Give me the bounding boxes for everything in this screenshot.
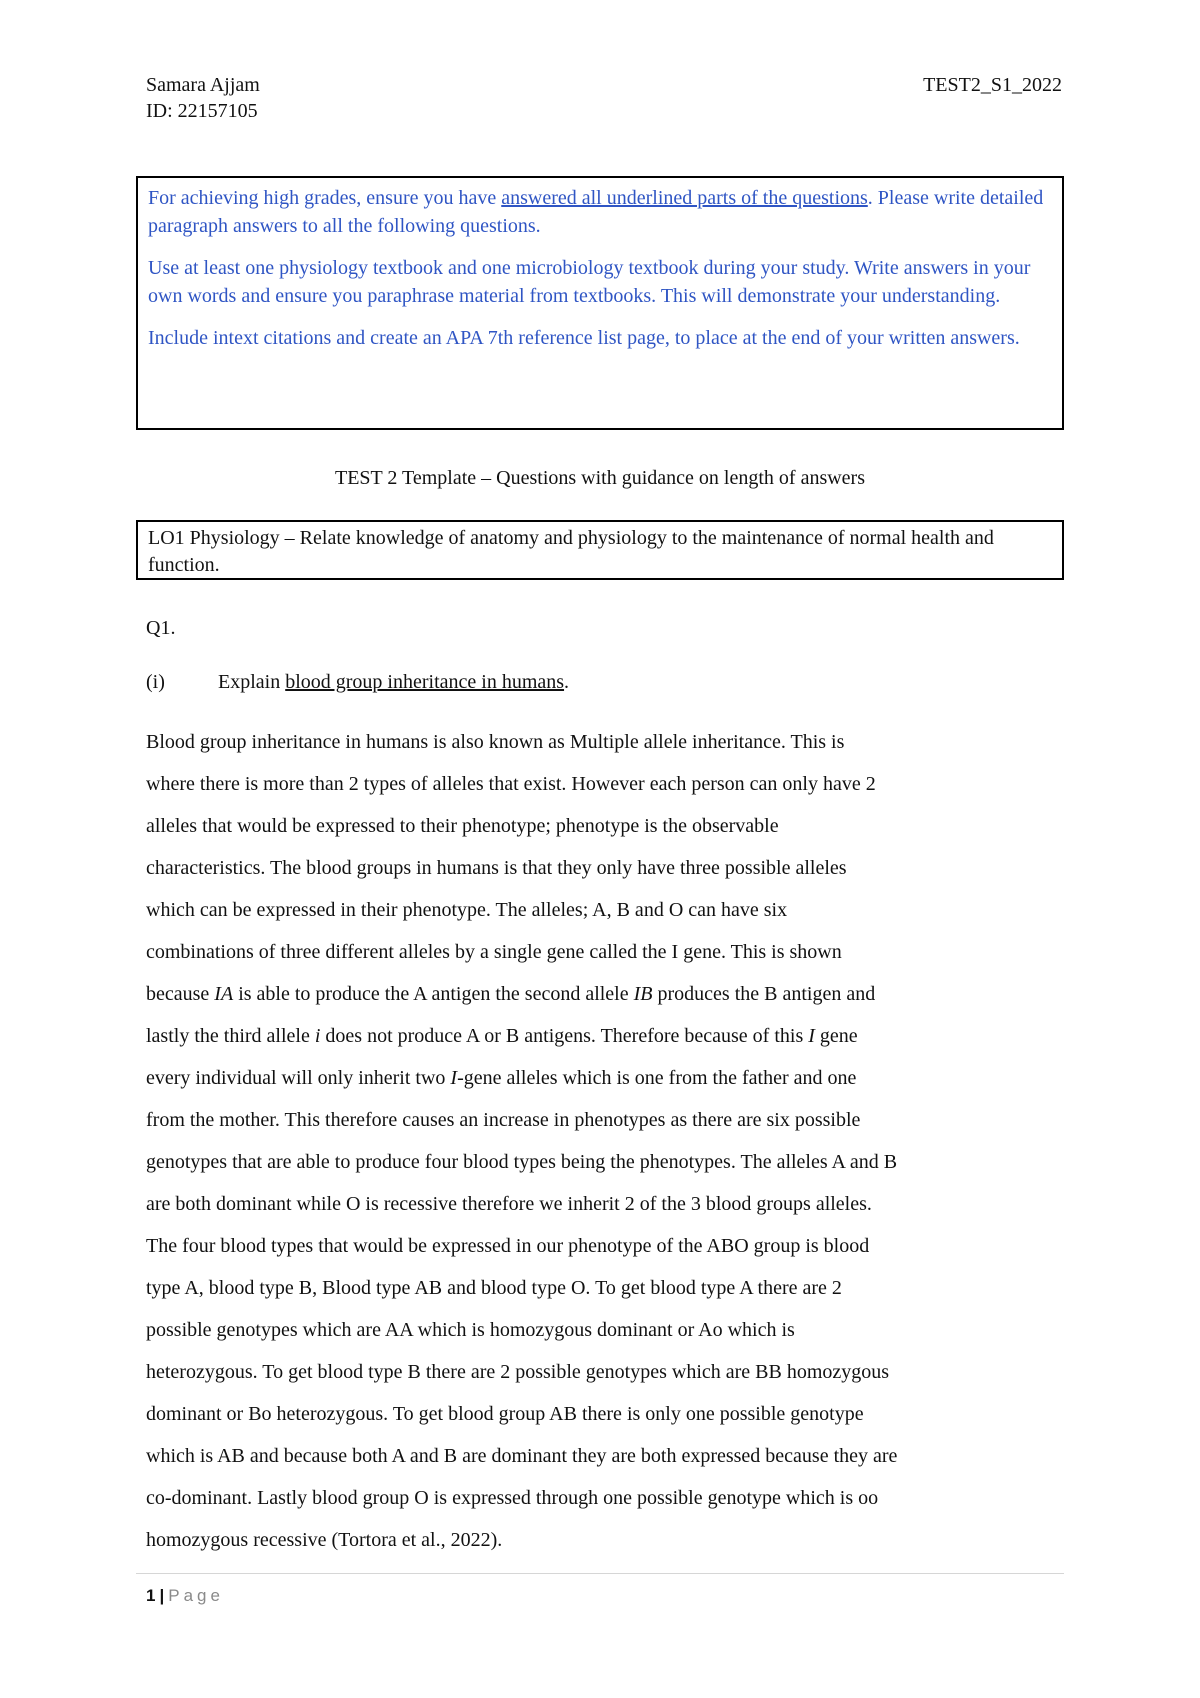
answer-paragraph	[146, 721, 1066, 1561]
allele-symbol: I	[450, 1067, 458, 1089]
page-number: 1	[146, 1586, 156, 1605]
answer-line: alleles that would be expressed to their phenotype; phenotype is the observable	[146, 815, 779, 837]
answer-line: from the mother. This therefore causes an increase in phenotypes as there are six possible	[146, 1109, 861, 1131]
answer-line: where there is more than 2 types of alleles that exist. However each person can only have 2	[146, 773, 876, 795]
answer-text: -gene alleles which is one from the father and one	[457, 1067, 857, 1089]
answer-text: produces the B antigen and	[652, 983, 876, 1005]
author-name: Samara Ajjam	[146, 74, 260, 96]
instructions-text: For achieving high grades, ensure you have	[148, 187, 502, 209]
question-part	[146, 668, 569, 696]
answer-line	[146, 1057, 1066, 1099]
answer-line: homozygous recessive (Tortora et al., 2022).	[146, 1529, 503, 1551]
answer-text: because	[146, 983, 215, 1005]
answer-line: are both dominant while O is recessive therefore we inherit 2 of the 3 blood groups alleles.	[146, 1193, 872, 1215]
answer-text: gene	[814, 1025, 858, 1047]
answer-text: does not produce A or B antigens. Therefore because of this	[320, 1025, 809, 1047]
answer-text: every individual will only inherit two	[146, 1067, 451, 1089]
answer-line	[146, 1015, 1066, 1057]
instructions-text: . Please write detailed paragraph answers to all the following questions.	[148, 187, 1044, 237]
answer-line: heterozygous. To get blood type B there are 2 possible genotypes which are BB homozygous	[146, 1361, 890, 1383]
learning-outcome-box: LO1 Physiology – Relate knowledge of anatomy and physiology to the maintenance of normal health and function.	[136, 520, 1064, 580]
instructions-paragraph-3: Include intext citations and create an APA 7th reference list page, to place at the end of your written answers.	[148, 327, 1020, 349]
answer-text: lastly the third allele	[146, 1025, 315, 1047]
document-code: TEST2_S1_2022	[923, 74, 1062, 96]
question-label: Q1.	[146, 617, 176, 639]
answer-line: possible genotypes which are AA which is homozygous dominant or Ao which is	[146, 1319, 795, 1341]
page-label: Page	[168, 1586, 224, 1605]
allele-symbol: IB	[633, 983, 653, 1005]
answer-line: which is AB and because both A and B are dominant they are both expressed because they are	[146, 1445, 898, 1467]
answer-line: which can be expressed in their phenotype. The alleles; A, B and O can have six	[146, 899, 788, 921]
header-left	[146, 72, 260, 124]
question-prompt-tail: .	[564, 671, 570, 693]
allele-symbol: i	[314, 1025, 321, 1047]
instructions-paragraph-2: Use at least one physiology textbook and one microbiology textbook during your study. Write answers in your own words and ensure you paraphrase material from textbooks. This will demonstrate your understanding.	[148, 257, 1031, 307]
answer-line: type A, blood type B, Blood type AB and blood type O. To get blood type A there are 2	[146, 1277, 842, 1299]
answer-line: co-dominant. Lastly blood group O is expressed through one possible genotype which is oo	[146, 1487, 879, 1509]
footer-separator: |	[159, 1586, 165, 1605]
instructions-paragraph-1	[148, 184, 1052, 240]
answer-line: characteristics. The blood groups in humans is that they only have three possible alleles	[146, 857, 847, 879]
instructions-box	[136, 176, 1064, 430]
answer-text: is able to produce the A antigen the second allele	[233, 983, 634, 1005]
question-prompt-underlined: blood group inheritance in humans	[285, 671, 565, 693]
allele-symbol: IA	[214, 983, 234, 1005]
instructions-underlined-text: answered all underlined parts of the questions	[501, 187, 868, 209]
answer-line: combinations of three different alleles by a single gene called the I gene. This is shown	[146, 941, 842, 963]
page-footer	[146, 1584, 224, 1608]
answer-line	[146, 973, 1066, 1015]
allele-symbol: I	[808, 1025, 815, 1047]
answer-line: genotypes that are able to produce four blood types being the phenotypes. The alleles A and B	[146, 1151, 898, 1173]
student-id: ID: 22157105	[146, 100, 258, 122]
answer-line: The four blood types that would be expressed in our phenotype of the ABO group is blood	[146, 1235, 870, 1257]
answer-line: Blood group inheritance in humans is also known as Multiple allele inheritance. This is	[146, 731, 845, 753]
template-title: TEST 2 Template – Questions with guidance on length of answers	[335, 467, 865, 489]
question-part-number: (i)	[146, 671, 165, 693]
footer-divider	[136, 1573, 1064, 1574]
answer-line: dominant or Bo heterozygous. To get blood group AB there is only one possible genotype	[146, 1403, 864, 1425]
question-prompt-lead: Explain	[218, 671, 286, 693]
